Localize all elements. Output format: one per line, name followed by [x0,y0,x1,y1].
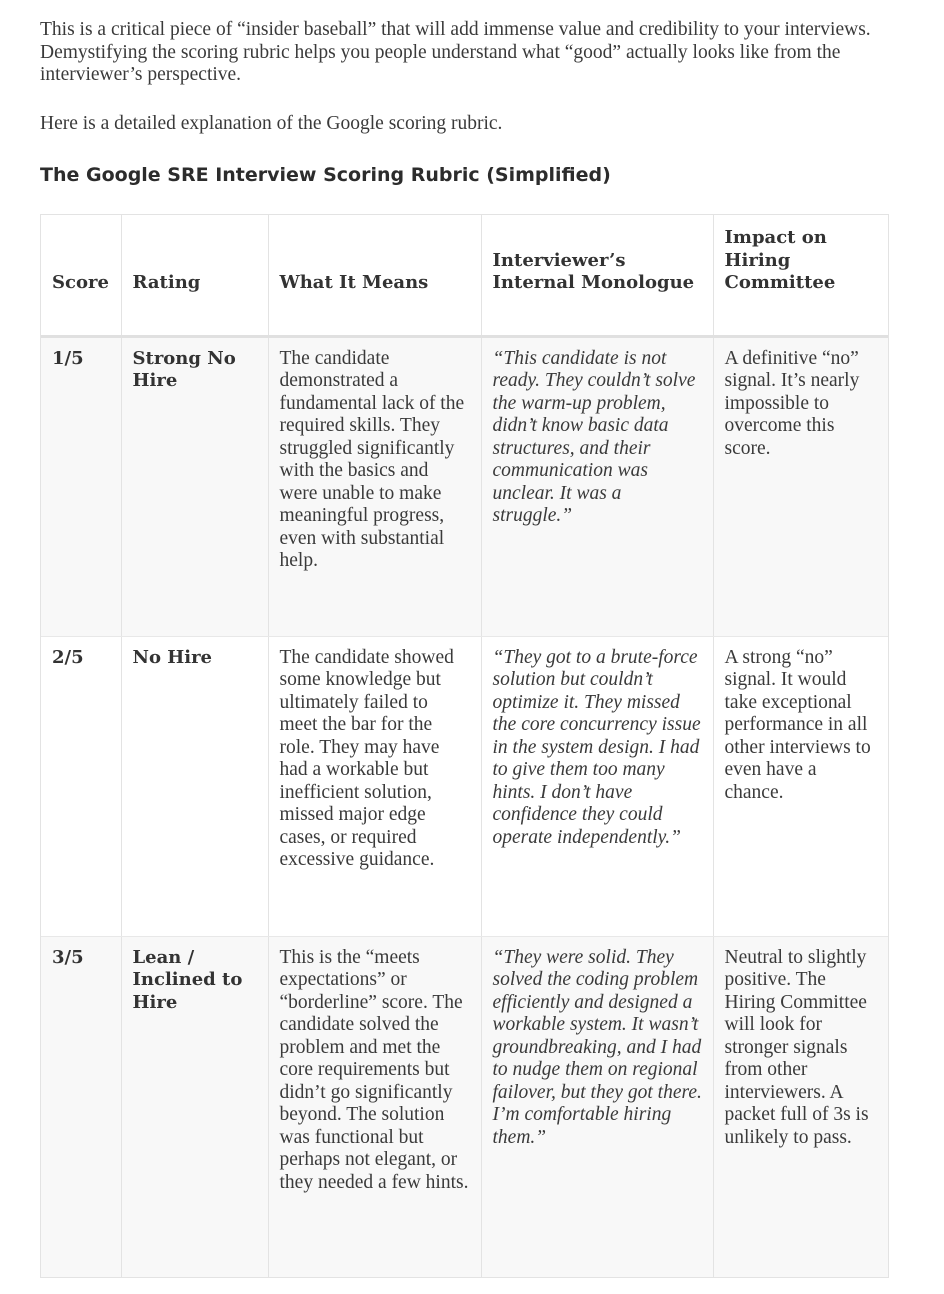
rating-cell: Strong No Hire [121,336,268,636]
impact-cell: Neutral to slightly positive. The Hiring Committee will look for stronger signals from other interviewers. A packet full of 3s is unlikely to pass. [713,936,889,1278]
section-heading: The Google SRE Interview Scoring Rubric (Simplified) [40,164,611,186]
score-cell: 3/5 [41,936,121,1278]
score-cell: 2/5 [41,636,121,936]
monologue-cell: “They got to a brute-force solution but couldn’t optimize it. They missed the core concurrency issue in the system design. I had to give them too many hints. I don’t have confidence they could operate independently.” [481,636,713,936]
header-rating: Rating [121,215,268,336]
meaning-cell: This is the “meets expectations” or “borderline” score. The candidate solved the problem and met the core requirements but didn’t go significantly beyond. The solution was functional but perhaps not elegant, or they needed a few hints. [268,936,481,1278]
scoring-rubric-table-container [40,214,889,1278]
monologue-cell: “They were solid. They solved the coding problem efficiently and designed a workable system. It wasn’t groundbreaking, and I had to nudge them on regional failover, but they got there. I’m comfortable hiring them.” [481,936,713,1278]
header-what-it-means: What It Means [268,215,481,336]
table-row [41,936,889,1278]
score-cell: 1/5 [41,336,121,636]
scoring-rubric-table [41,215,889,1278]
header-impact: Impact on Hiring Committee [713,215,889,336]
monologue-cell: “This candidate is not ready. They couldn’t solve the warm-up problem, didn’t know basic data structures, and their communication was unclear. It was a struggle.” [481,336,713,636]
table-row [41,636,889,936]
impact-cell: A strong “no” signal. It would take exceptional performance in all other interviews to even have a chance. [713,636,889,936]
rating-cell: Lean / Inclined to Hire [121,936,268,1278]
impact-cell: A definitive “no” signal. It’s nearly impossible to overcome this score. [713,336,889,636]
meaning-cell: The candidate showed some knowledge but ultimately failed to meet the bar for the role. They may have had a workable but inefficient solution, missed major edge cases, or required excessive guidance. [268,636,481,936]
intro-paragraph: This is a critical piece of “insider baseball” that will add immense value and credibility to your interviews. Demystifying the scoring rubric helps you people understand what “good” actually looks like from the interviewer’s perspective. [40,19,871,85]
meaning-cell: The candidate demonstrated a fundamental lack of the required skills. They struggled significantly with the basics and were unable to make meaningful progress, even with substantial help. [268,336,481,636]
table-header-row [41,215,889,336]
table-row [41,336,889,636]
intro-paragraph-2: Here is a detailed explanation of the Google scoring rubric. [40,113,503,134]
header-score: Score [41,215,121,336]
rating-cell: No Hire [121,636,268,936]
header-internal-monologue: Interviewer’s Internal Monologue [481,215,713,336]
